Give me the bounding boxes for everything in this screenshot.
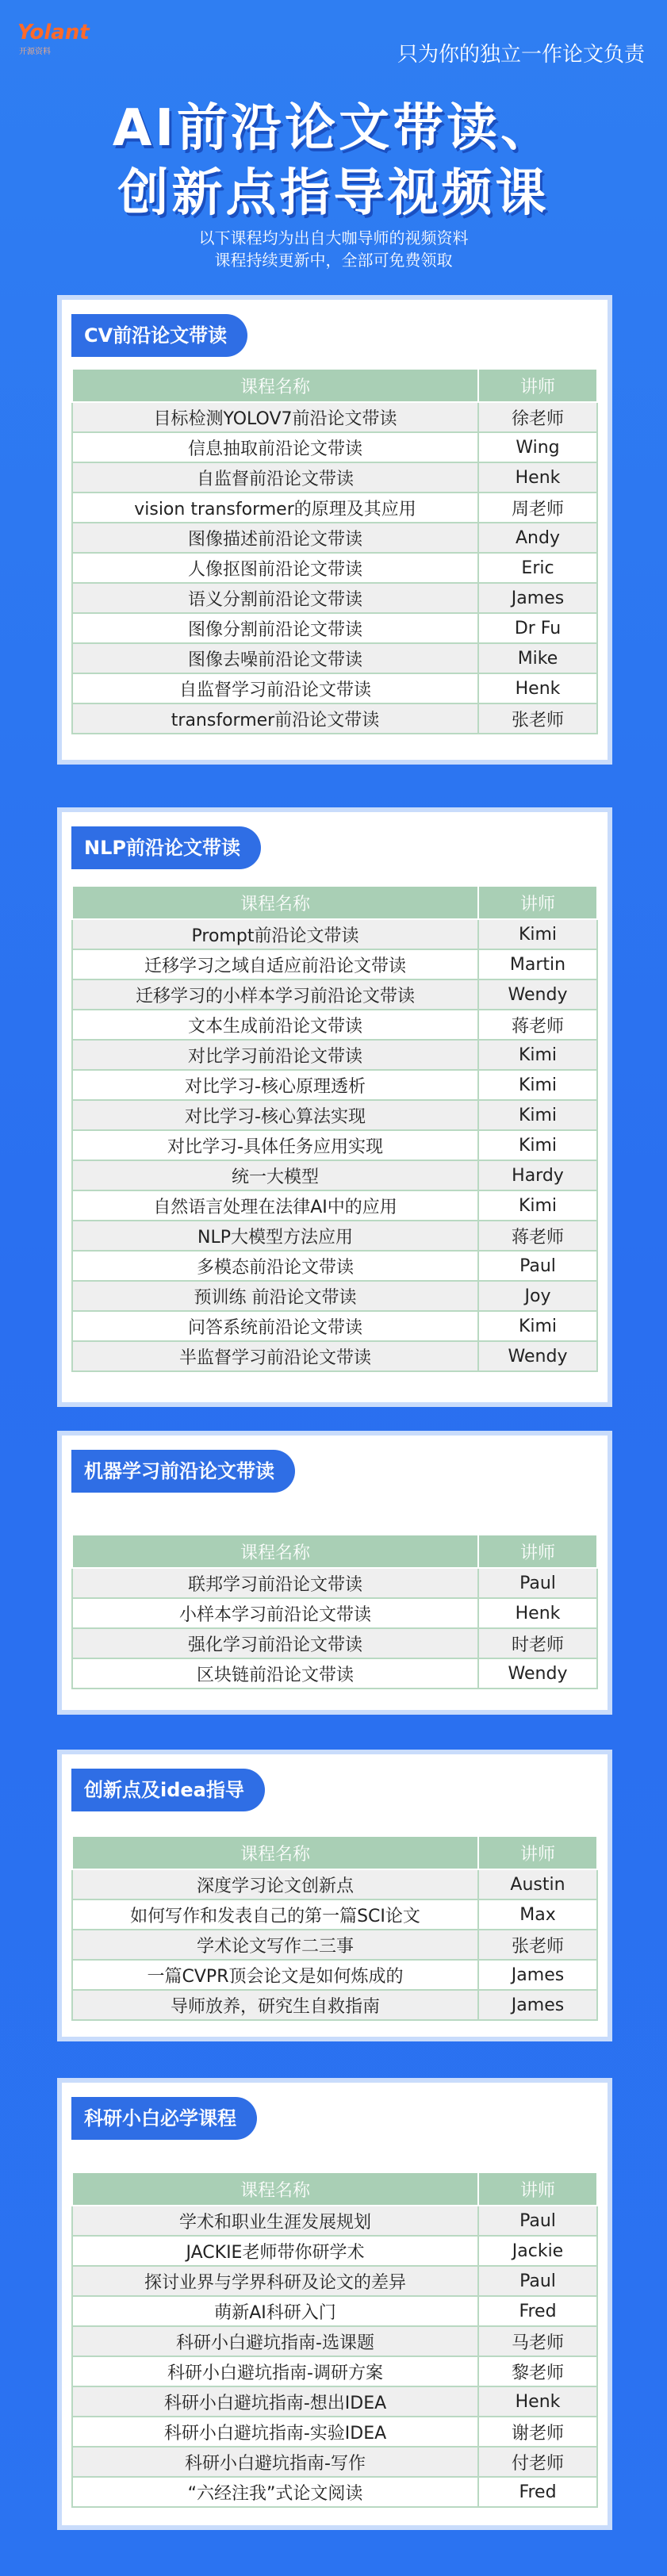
- table-row: [72, 493, 597, 523]
- table-row: [72, 2356, 597, 2386]
- lecturer-cell: Kimi: [478, 1130, 597, 1160]
- table-row: [72, 1598, 597, 1628]
- lecturer-cell: 张老师: [478, 703, 597, 734]
- course-name-cell: transformer前沿论文带读: [72, 703, 478, 734]
- section-title: 创新点及idea指导: [71, 1769, 265, 1811]
- table-row: [72, 1251, 597, 1281]
- lecturer-cell: Andy: [478, 523, 597, 553]
- table-row: [72, 613, 597, 643]
- header-course-name: 课程名称: [72, 1836, 478, 1869]
- table-header-row: [72, 1535, 597, 1568]
- course-name-cell: 导师放养，研究生自救指南: [72, 1990, 478, 2020]
- lecturer-cell: Henk: [478, 2386, 597, 2417]
- lecturer-cell: Henk: [478, 1598, 597, 1628]
- lecturer-cell: Wendy: [478, 1658, 597, 1689]
- course-name-cell: 迁移学习之域自适应前沿论文带读: [72, 949, 478, 979]
- header-lecturer: 讲师: [478, 369, 597, 402]
- course-name-cell: 联邦学习前沿论文带读: [72, 1568, 478, 1598]
- table-row: [72, 949, 597, 979]
- lecturer-cell: 黎老师: [478, 2356, 597, 2386]
- table-row: [72, 1130, 597, 1160]
- table-row: [72, 673, 597, 703]
- course-name-cell: 预训练 前沿论文带读: [72, 1281, 478, 1311]
- course-name-cell: 目标检测YOLOV7前沿论文带读: [72, 402, 478, 432]
- page-title-line1: AI前沿论文带读、: [112, 99, 555, 158]
- course-table: [71, 885, 598, 1372]
- course-name-cell: 对比学习-核心算法实现: [72, 1100, 478, 1130]
- lecturer-cell: 马老师: [478, 2326, 597, 2356]
- logo-mark: Yolant: [17, 21, 90, 44]
- table-row: [72, 1960, 597, 1990]
- lecturer-cell: James: [478, 583, 597, 613]
- course-name-cell: 自监督学习前沿论文带读: [72, 673, 478, 703]
- lecturer-cell: 徐老师: [478, 402, 597, 432]
- section-title: 科研小白必学课程: [71, 2097, 257, 2140]
- table-row: [72, 1281, 597, 1311]
- subtitle-line1: 以下课程均为出自大咖导师的视频资料: [198, 228, 469, 247]
- lecturer-cell: Kimi: [478, 1190, 597, 1221]
- lecturer-cell: Paul: [478, 2206, 597, 2236]
- lecturer-cell: Paul: [478, 2266, 597, 2296]
- section-card: [57, 807, 612, 1407]
- course-name-cell: 科研小白避坑指南-调研方案: [72, 2356, 478, 2386]
- table-row: [72, 703, 597, 734]
- course-name-cell: 强化学习前沿论文带读: [72, 1628, 478, 1658]
- lecturer-cell: Henk: [478, 462, 597, 493]
- course-name-cell: NLP大模型方法应用: [72, 1221, 478, 1251]
- lecturer-cell: 张老师: [478, 1930, 597, 1960]
- table-row: [72, 432, 597, 462]
- table-row: [72, 2206, 597, 2236]
- table-row: [72, 402, 597, 432]
- header-lecturer: 讲师: [478, 886, 597, 919]
- lecturer-cell: 时老师: [478, 1628, 597, 1658]
- section-card: [57, 2078, 612, 2530]
- course-name-cell: 人像抠图前沿论文带读: [72, 553, 478, 583]
- table-row: [72, 979, 597, 1010]
- logo-caption: 开源资料: [19, 48, 51, 56]
- table-row: [72, 1568, 597, 1598]
- course-name-cell: 学术论文写作二三事: [72, 1930, 478, 1960]
- table-row: [72, 2386, 597, 2417]
- section-card: [57, 1431, 612, 1715]
- table-row: [72, 1100, 597, 1130]
- course-name-cell: 信息抽取前沿论文带读: [72, 432, 478, 462]
- table-row: [72, 1010, 597, 1040]
- course-name-cell: 自监督前沿论文带读: [72, 462, 478, 493]
- section-card: [57, 295, 612, 765]
- table-row: [72, 2417, 597, 2447]
- section-card: [57, 1750, 612, 2041]
- table-row: [72, 643, 597, 673]
- course-name-cell: 科研小白避坑指南-写作: [72, 2447, 478, 2477]
- lecturer-cell: Fred: [478, 2296, 597, 2326]
- lecturer-cell: Wing: [478, 432, 597, 462]
- lecturer-cell: Max: [478, 1899, 597, 1930]
- course-name-cell: 问答系统前沿论文带读: [72, 1311, 478, 1341]
- lecturer-cell: Kimi: [478, 919, 597, 949]
- course-name-cell: 自然语言处理在法律AI中的应用: [72, 1190, 478, 1221]
- lecturer-cell: Fred: [478, 2477, 597, 2507]
- lecturer-cell: Kimi: [478, 1100, 597, 1130]
- lecturer-cell: 周老师: [478, 493, 597, 523]
- header-course-name: 课程名称: [72, 1535, 478, 1568]
- lecturer-cell: Paul: [478, 1568, 597, 1598]
- lecturer-cell: Kimi: [478, 1040, 597, 1070]
- table-row: [72, 1869, 597, 1899]
- section-title: NLP前沿论文带读: [71, 826, 261, 869]
- table-row: [72, 1070, 597, 1100]
- table-row: [72, 1040, 597, 1070]
- course-name-cell: 统一大模型: [72, 1160, 478, 1190]
- table-row: [72, 1311, 597, 1341]
- lecturer-cell: Paul: [478, 1251, 597, 1281]
- lecturer-cell: Martin: [478, 949, 597, 979]
- table-row: [72, 1930, 597, 1960]
- lecturer-cell: Eric: [478, 553, 597, 583]
- lecturer-cell: James: [478, 1960, 597, 1990]
- lecturer-cell: Wendy: [478, 979, 597, 1010]
- course-name-cell: 小样本学习前沿论文带读: [72, 1598, 478, 1628]
- course-name-cell: 图像描述前沿论文带读: [72, 523, 478, 553]
- table-row: [72, 919, 597, 949]
- course-name-cell: 对比学习-具体任务应用实现: [72, 1130, 478, 1160]
- table-row: [72, 1990, 597, 2020]
- table-row: [72, 523, 597, 553]
- course-name-cell: 对比学习-核心原理透析: [72, 1070, 478, 1100]
- lecturer-cell: James: [478, 1990, 597, 2020]
- lecturer-cell: 付老师: [478, 2447, 597, 2477]
- lecturer-cell: 谢老师: [478, 2417, 597, 2447]
- course-name-cell: 对比学习前沿论文带读: [72, 1040, 478, 1070]
- header-lecturer: 讲师: [478, 2172, 597, 2206]
- course-name-cell: 如何写作和发表自己的第一篇SCI论文: [72, 1899, 478, 1930]
- course-name-cell: 半监督学习前沿论文带读: [72, 1341, 478, 1371]
- table-row: [72, 583, 597, 613]
- table-row: [72, 1628, 597, 1658]
- header-course-name: 课程名称: [72, 2172, 478, 2206]
- course-name-cell: 图像去噪前沿论文带读: [72, 643, 478, 673]
- table-row: [72, 2266, 597, 2296]
- lecturer-cell: Joy: [478, 1281, 597, 1311]
- table-row: [72, 1899, 597, 1930]
- course-name-cell: “六经注我”式论文阅读: [72, 2477, 478, 2507]
- lecturer-cell: Wendy: [478, 1341, 597, 1371]
- table-header-row: [72, 886, 597, 919]
- course-name-cell: 萌新AI科研入门: [72, 2296, 478, 2326]
- lecturer-cell: Kimi: [478, 1311, 597, 1341]
- table-row: [72, 2477, 597, 2507]
- table-row: [72, 2236, 597, 2266]
- section-title: 机器学习前沿论文带读: [71, 1450, 295, 1493]
- section-title: CV前沿论文带读: [71, 314, 247, 357]
- course-name-cell: 一篇CVPR顶会论文是如何炼成的: [72, 1960, 478, 1990]
- course-name-cell: 迁移学习的小样本学习前沿论文带读: [72, 979, 478, 1010]
- lecturer-cell: Henk: [478, 673, 597, 703]
- table-header-row: [72, 2172, 597, 2206]
- course-table: [71, 1534, 598, 1689]
- lecturer-cell: Mike: [478, 643, 597, 673]
- course-name-cell: 学术和职业生涯发展规划: [72, 2206, 478, 2236]
- lecturer-cell: Jackie: [478, 2236, 597, 2266]
- course-name-cell: 文本生成前沿论文带读: [72, 1010, 478, 1040]
- table-row: [72, 2296, 597, 2326]
- lecturer-cell: Kimi: [478, 1070, 597, 1100]
- course-name-cell: vision transformer的原理及其应用: [72, 493, 478, 523]
- logo: [17, 21, 90, 56]
- table-row: [72, 1190, 597, 1221]
- course-name-cell: 多模态前沿论文带读: [72, 1251, 478, 1281]
- course-name-cell: JACKIE老师带你研学术: [72, 2236, 478, 2266]
- table-row: [72, 553, 597, 583]
- table-row: [72, 1221, 597, 1251]
- header-lecturer: 讲师: [478, 1836, 597, 1869]
- course-name-cell: 探讨业界与学界科研及论文的差异: [72, 2266, 478, 2296]
- table-row: [72, 1160, 597, 1190]
- table-row: [72, 1341, 597, 1371]
- table-row: [72, 1658, 597, 1689]
- course-name-cell: 图像分割前沿论文带读: [72, 613, 478, 643]
- lecturer-cell: 蒋老师: [478, 1010, 597, 1040]
- table-header-row: [72, 369, 597, 402]
- course-name-cell: Prompt前沿论文带读: [72, 919, 478, 949]
- table-row: [72, 2326, 597, 2356]
- course-name-cell: 语义分割前沿论文带读: [72, 583, 478, 613]
- slogan: 只为你的独立一作论文负责: [397, 43, 645, 67]
- lecturer-cell: Hardy: [478, 1160, 597, 1190]
- table-row: [72, 462, 597, 493]
- lecturer-cell: 蒋老师: [478, 1221, 597, 1251]
- course-name-cell: 科研小白避坑指南-实验IDEA: [72, 2417, 478, 2447]
- course-table: [71, 2172, 598, 2508]
- course-name-cell: 科研小白避坑指南-选课题: [72, 2326, 478, 2356]
- table-header-row: [72, 1836, 597, 1869]
- lecturer-cell: Austin: [478, 1869, 597, 1899]
- header-course-name: 课程名称: [72, 886, 478, 919]
- table-row: [72, 2447, 597, 2477]
- header-lecturer: 讲师: [478, 1535, 597, 1568]
- lecturer-cell: Dr Fu: [478, 613, 597, 643]
- course-name-cell: 区块链前沿论文带读: [72, 1658, 478, 1689]
- page-title-line2: 创新点指导视频课: [117, 164, 550, 223]
- header-course-name: 课程名称: [72, 369, 478, 402]
- course-name-cell: 深度学习论文创新点: [72, 1869, 478, 1899]
- course-name-cell: 科研小白避坑指南-想出IDEA: [72, 2386, 478, 2417]
- course-table: [71, 368, 598, 734]
- course-table: [71, 1835, 598, 2021]
- subtitle-line2: 课程持续更新中，全部可免费领取: [214, 251, 453, 270]
